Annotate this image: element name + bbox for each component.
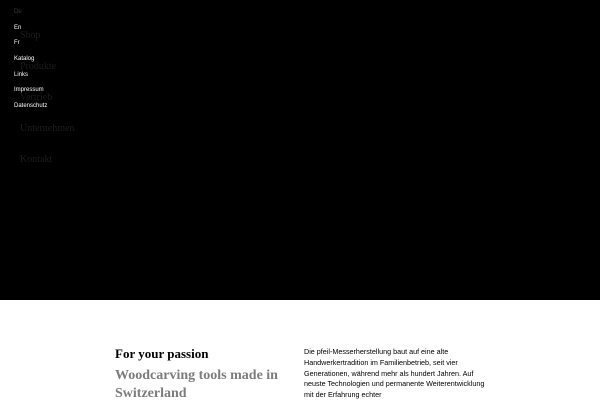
intro-title: For your passion: [115, 346, 209, 361]
intro-subtitle: Woodcarving tools made in Switzerland: [115, 368, 278, 400]
intro-body-text: Die pfeil-Messerherstellung baut auf eine alte Handwerkertradition im Familienbetrieb, seit vier Generationen, während mehr als hundert Jahren. Auf neuste Technologien und permanente Weiterentwicklung mit der Erfahrung echter: [304, 347, 485, 400]
nav-item-unternehmen[interactable]: Unternehmen: [20, 123, 75, 134]
nav-item-vertrieb[interactable]: Vertrieb: [20, 92, 53, 103]
datenschutz-link[interactable]: Datenschutz: [14, 103, 48, 109]
language-en-link[interactable]: En: [14, 25, 22, 31]
language-fr-link[interactable]: Fr: [14, 40, 20, 46]
nav-item-produkte[interactable]: Produkte: [20, 61, 57, 72]
language-de-link[interactable]: De: [14, 9, 22, 15]
katalog-link[interactable]: Katalog: [14, 56, 35, 62]
nav-item-shop[interactable]: Shop: [20, 30, 41, 41]
impressum-link[interactable]: Impressum: [14, 87, 44, 93]
nav-item-kontakt[interactable]: Kontakt: [20, 154, 53, 165]
intro-section: [0, 300, 600, 400]
links-link[interactable]: Links: [14, 72, 29, 78]
